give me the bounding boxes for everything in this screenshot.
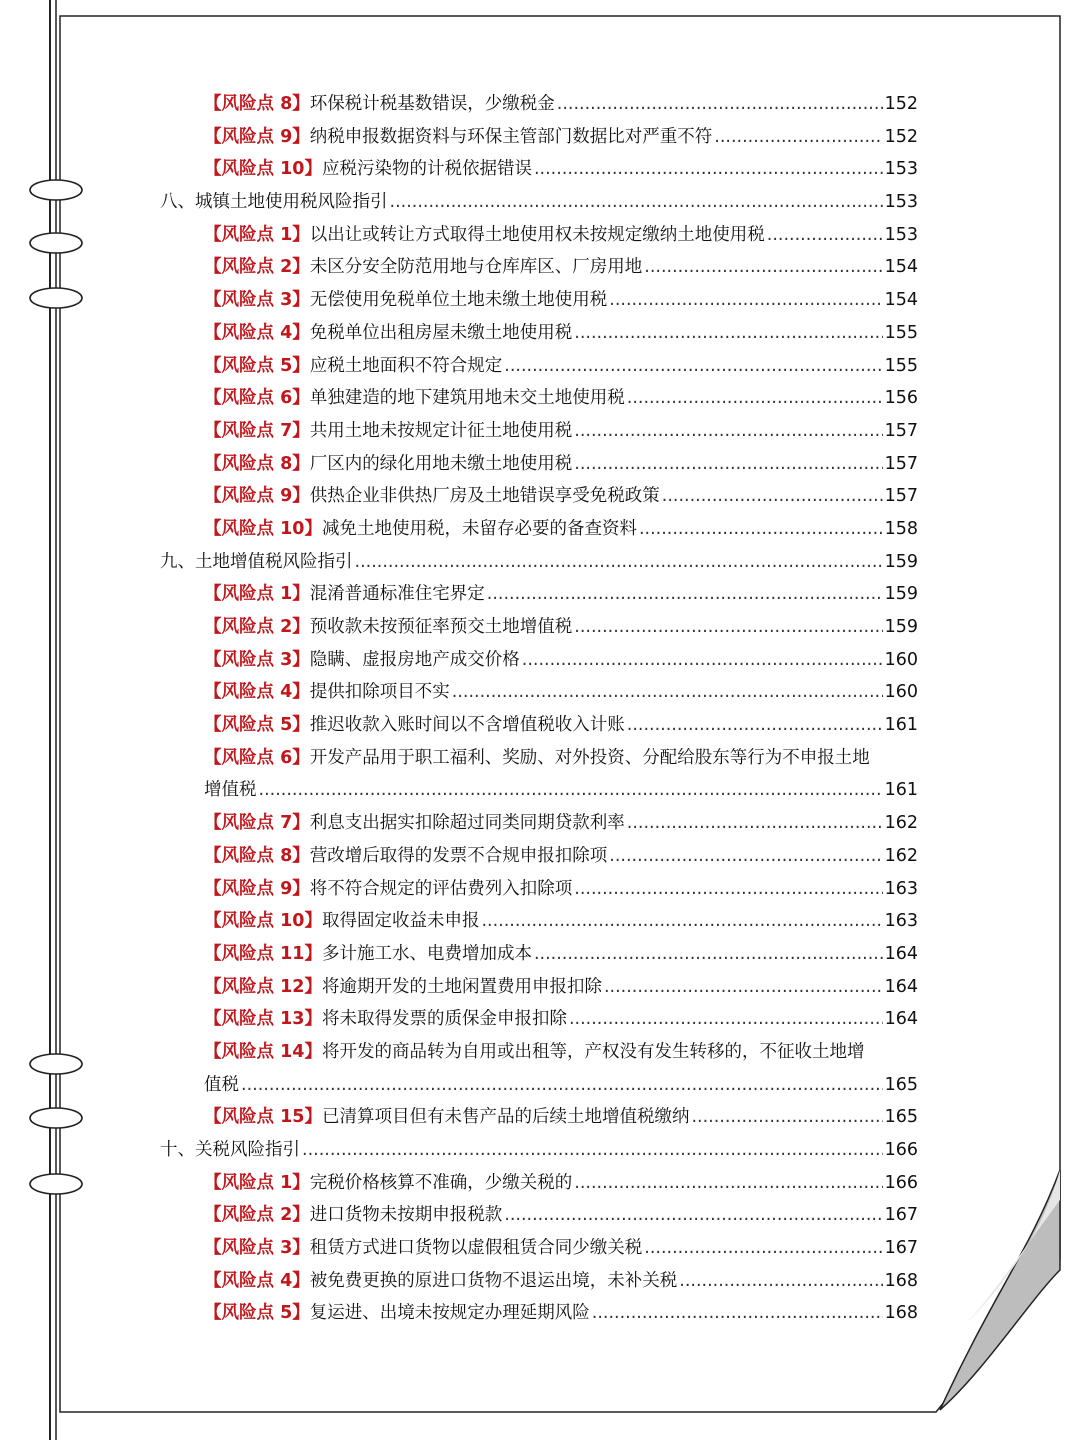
entry-title: 复运进、出境未按规定办理延期风险	[309, 1303, 590, 1324]
leader-dots	[574, 415, 882, 448]
entry-title: 减免土地使用税，未留存必要的备查资料	[321, 518, 637, 539]
page-number: 155	[884, 355, 918, 376]
page-number: 153	[884, 192, 918, 213]
risk-tag: 【风险点 3】	[204, 649, 310, 670]
toc-section[interactable]	[160, 546, 918, 579]
risk-tag: 【风险点 12】	[204, 976, 322, 997]
risk-tag: 【风险点 2】	[204, 257, 310, 278]
entry-title: 完税价格核算不准确，少缴关税的	[309, 1172, 573, 1193]
page-number: 159	[884, 617, 918, 637]
page-number: 162	[884, 845, 918, 866]
page-number: 159	[884, 584, 918, 605]
toc-entry[interactable]	[160, 88, 918, 121]
entry-title-continuation: 值税	[204, 1074, 239, 1095]
risk-tag: 【风险点 8】	[204, 845, 310, 866]
entry-title: 利息支出据实扣除超过同类同期贷款利率	[309, 813, 625, 834]
entry-title: 共用土地未按规定计征土地使用税	[309, 420, 573, 441]
risk-tag: 【风险点 9】	[204, 486, 310, 507]
entry-title: 免税单位出租房屋未缴土地使用税	[309, 322, 573, 343]
risk-tag: 【风险点 1】	[204, 224, 310, 245]
page-number: 162	[884, 813, 918, 834]
entry-title: 厂区内的绿化用地未缴土地使用税	[309, 453, 573, 474]
entry-title: 进口货物未按期申报税款	[309, 1205, 503, 1226]
risk-tag: 【风险点 2】	[204, 1205, 310, 1226]
toc-entry[interactable]	[160, 1297, 918, 1330]
leader-dots	[627, 709, 883, 742]
toc-section[interactable]	[160, 186, 918, 219]
toc-entry[interactable]	[160, 284, 918, 317]
entry-title: 多计施工水、电费增加成本	[321, 943, 532, 964]
leader-dots	[639, 513, 883, 546]
leader-dots	[574, 611, 882, 644]
toc-entry[interactable]	[160, 1199, 918, 1232]
toc-entry[interactable]	[160, 742, 918, 775]
leader-dots	[569, 1003, 883, 1036]
toc-section[interactable]	[160, 1134, 918, 1167]
risk-tag: 【风险点 8】	[204, 453, 310, 474]
leader-dots	[644, 1232, 882, 1265]
toc-entry[interactable]	[160, 644, 918, 677]
risk-tag: 【风险点 7】	[204, 420, 310, 441]
page-number: 157	[884, 420, 918, 441]
page-number: 152	[884, 126, 918, 147]
page-number: 160	[884, 649, 918, 670]
toc-entry[interactable]	[160, 513, 918, 546]
risk-tag: 【风险点 8】	[204, 94, 310, 114]
page-number: 163	[884, 911, 918, 932]
toc-entry[interactable]	[160, 611, 918, 644]
leader-dots	[557, 88, 883, 121]
toc-entry[interactable]	[160, 840, 918, 873]
leader-dots	[691, 1101, 882, 1134]
table-of-contents	[160, 88, 918, 1330]
entry-title: 混淆普通标准住宅界定	[309, 584, 485, 605]
entry-title: 已清算项目但有未售产品的后续土地增值税缴纳	[321, 1107, 690, 1128]
toc-entry[interactable]	[160, 480, 918, 513]
toc-entry[interactable]	[160, 971, 918, 1004]
page-number: 168	[884, 1270, 918, 1291]
toc-entry[interactable]	[160, 807, 918, 840]
leader-dots	[627, 382, 883, 415]
leader-dots	[504, 350, 882, 383]
leader-dots	[574, 1167, 882, 1200]
toc-entry[interactable]	[160, 1003, 918, 1036]
entry-title: 环保税计税基数错误，少缴税金	[309, 94, 555, 114]
risk-tag: 【风险点 10】	[204, 159, 322, 180]
page-number: 164	[884, 976, 918, 997]
leader-dots	[534, 938, 883, 971]
leader-dots	[522, 644, 883, 677]
entry-title: 开发产品用于职工福利、奖励、对外投资、分配给股东等行为不申报土地	[309, 747, 870, 768]
toc-entry[interactable]	[160, 873, 918, 906]
risk-tag: 【风险点 9】	[204, 878, 310, 899]
leader-dots	[679, 1265, 882, 1298]
page-number: 154	[884, 290, 918, 311]
leader-dots	[390, 186, 883, 219]
page-number: 163	[884, 878, 918, 899]
leader-dots	[592, 1297, 883, 1330]
page-number: 165	[884, 1107, 918, 1128]
page-number: 160	[884, 682, 918, 703]
page-number: 164	[884, 1009, 918, 1030]
leader-dots	[355, 546, 883, 579]
entry-title: 将不符合规定的评估费列入扣除项	[309, 878, 573, 899]
leader-dots	[452, 676, 883, 709]
page-number: 159	[884, 551, 918, 572]
toc-entry[interactable]	[160, 448, 918, 481]
risk-tag: 【风险点 2】	[204, 617, 310, 637]
toc-entry[interactable]	[160, 219, 918, 252]
page-number: 167	[884, 1238, 918, 1259]
leader-dots	[487, 578, 883, 611]
page-number: 165	[884, 1074, 918, 1095]
risk-tag: 【风险点 3】	[204, 1238, 310, 1259]
toc-entry[interactable]	[160, 153, 918, 186]
page-number: 154	[884, 257, 918, 278]
page-number: 166	[884, 1172, 918, 1193]
entry-title: 隐瞒、虚报房地产成交价格	[309, 649, 520, 670]
leader-dots	[627, 807, 883, 840]
entry-title: 将开发的商品转为自用或出租等，产权没有发生转移的，不征收土地增	[321, 1041, 865, 1062]
entry-title: 以出让或转让方式取得土地使用权未按规定缴纳土地使用税	[309, 224, 765, 245]
entry-title: 推迟收款入账时间以不含增值税收入计账	[309, 715, 625, 736]
toc-entry[interactable]	[160, 350, 918, 383]
leader-dots	[302, 1134, 883, 1167]
entry-title: 租赁方式进口货物以虚假租赁合同少缴关税	[309, 1238, 643, 1259]
entry-title: 供热企业非供热厂房及土地错误享受免税政策	[309, 486, 660, 507]
leader-dots	[609, 284, 882, 317]
page-number: 166	[884, 1140, 918, 1160]
toc-entry[interactable]	[160, 938, 918, 971]
leader-dots	[259, 774, 883, 807]
leader-dots	[609, 840, 882, 873]
section-title: 九、土地增值税风险指引	[160, 551, 353, 572]
page-number: 157	[884, 453, 918, 474]
risk-tag: 【风险点 5】	[204, 355, 310, 376]
risk-tag: 【风险点 6】	[204, 747, 310, 768]
risk-tag: 【风险点 4】	[204, 682, 310, 703]
leader-dots	[574, 317, 882, 350]
risk-tag: 【风险点 4】	[204, 1270, 310, 1291]
page-number: 156	[884, 388, 918, 409]
toc-entry[interactable]	[160, 1265, 918, 1298]
entry-title: 被免费更换的原进口货物不退运出境，未补关税	[309, 1270, 678, 1291]
leader-dots	[574, 448, 882, 481]
page-number: 167	[884, 1205, 918, 1226]
toc-entry[interactable]	[160, 317, 918, 350]
page-number: 153	[884, 224, 918, 245]
toc-entry[interactable]	[160, 1232, 918, 1265]
risk-tag: 【风险点 5】	[204, 1303, 310, 1324]
toc-entry[interactable]	[160, 1036, 918, 1069]
entry-title: 应税污染物的计税依据错误	[321, 159, 532, 180]
leader-dots	[714, 121, 882, 154]
section-title: 八、城镇土地使用税风险指引	[160, 192, 388, 213]
entry-title: 纳税申报数据资料与环保主管部门数据比对严重不符	[309, 126, 713, 147]
toc-entry[interactable]	[160, 676, 918, 709]
leader-dots	[604, 971, 883, 1004]
page-number: 157	[884, 486, 918, 507]
page-number: 161	[884, 715, 918, 736]
entry-title: 无偿使用免税单位土地未缴土地使用税	[309, 290, 608, 311]
page-number: 161	[884, 780, 918, 801]
entry-title: 预收款未按预征率预交土地增值税	[309, 617, 573, 637]
leader-dots	[644, 251, 882, 284]
toc-entry-continuation[interactable]	[160, 774, 918, 807]
entry-title: 未区分安全防范用地与仓库库区、厂房用地	[309, 257, 643, 278]
section-title: 十、关税风险指引	[160, 1140, 300, 1160]
toc-entry[interactable]	[160, 578, 918, 611]
page-number: 158	[884, 518, 918, 539]
leader-dots	[534, 153, 883, 186]
entry-title: 单独建造的地下建筑用地未交土地使用税	[309, 388, 625, 409]
entry-title: 将未取得发票的质保金申报扣除	[321, 1009, 567, 1030]
entry-title: 应税土地面积不符合规定	[309, 355, 503, 376]
leader-dots	[662, 480, 883, 513]
risk-tag: 【风险点 5】	[204, 715, 310, 736]
page-number: 153	[884, 159, 918, 180]
risk-tag: 【风险点 10】	[204, 911, 322, 932]
page-number: 152	[884, 94, 918, 114]
leader-dots	[574, 873, 882, 906]
entry-title: 取得固定收益未申报	[321, 911, 480, 932]
risk-tag: 【风险点 14】	[204, 1041, 322, 1062]
risk-tag: 【风险点 1】	[204, 584, 310, 605]
toc-entry[interactable]	[160, 1101, 918, 1134]
page-number: 168	[884, 1303, 918, 1324]
leader-dots	[767, 219, 883, 252]
page-number: 155	[884, 322, 918, 343]
toc-entry[interactable]	[160, 905, 918, 938]
page-number: 164	[884, 943, 918, 964]
toc-entry[interactable]	[160, 1167, 918, 1200]
entry-title: 营改增后取得的发票不合规申报扣除项	[309, 845, 608, 866]
risk-tag: 【风险点 1】	[204, 1172, 310, 1193]
risk-tag: 【风险点 3】	[204, 290, 310, 311]
risk-tag: 【风险点 10】	[204, 518, 322, 539]
toc-entry[interactable]	[160, 415, 918, 448]
risk-tag: 【风险点 4】	[204, 322, 310, 343]
toc-entry[interactable]	[160, 251, 918, 284]
risk-tag: 【风险点 9】	[204, 126, 310, 147]
entry-title: 提供扣除项目不实	[309, 682, 450, 703]
toc-entry-continuation[interactable]	[160, 1069, 918, 1102]
entry-title: 将逾期开发的土地闲置费用申报扣除	[321, 976, 602, 997]
risk-tag: 【风险点 7】	[204, 813, 310, 834]
leader-dots	[504, 1199, 882, 1232]
risk-tag: 【风险点 13】	[204, 1009, 322, 1030]
risk-tag: 【风险点 6】	[204, 388, 310, 409]
risk-tag: 【风险点 15】	[204, 1107, 322, 1128]
toc-entry[interactable]	[160, 382, 918, 415]
entry-title-continuation: 增值税	[204, 780, 257, 801]
leader-dots	[241, 1069, 883, 1102]
leader-dots	[481, 905, 882, 938]
risk-tag: 【风险点 11】	[204, 943, 322, 964]
toc-entry[interactable]	[160, 709, 918, 742]
toc-entry[interactable]	[160, 121, 918, 154]
